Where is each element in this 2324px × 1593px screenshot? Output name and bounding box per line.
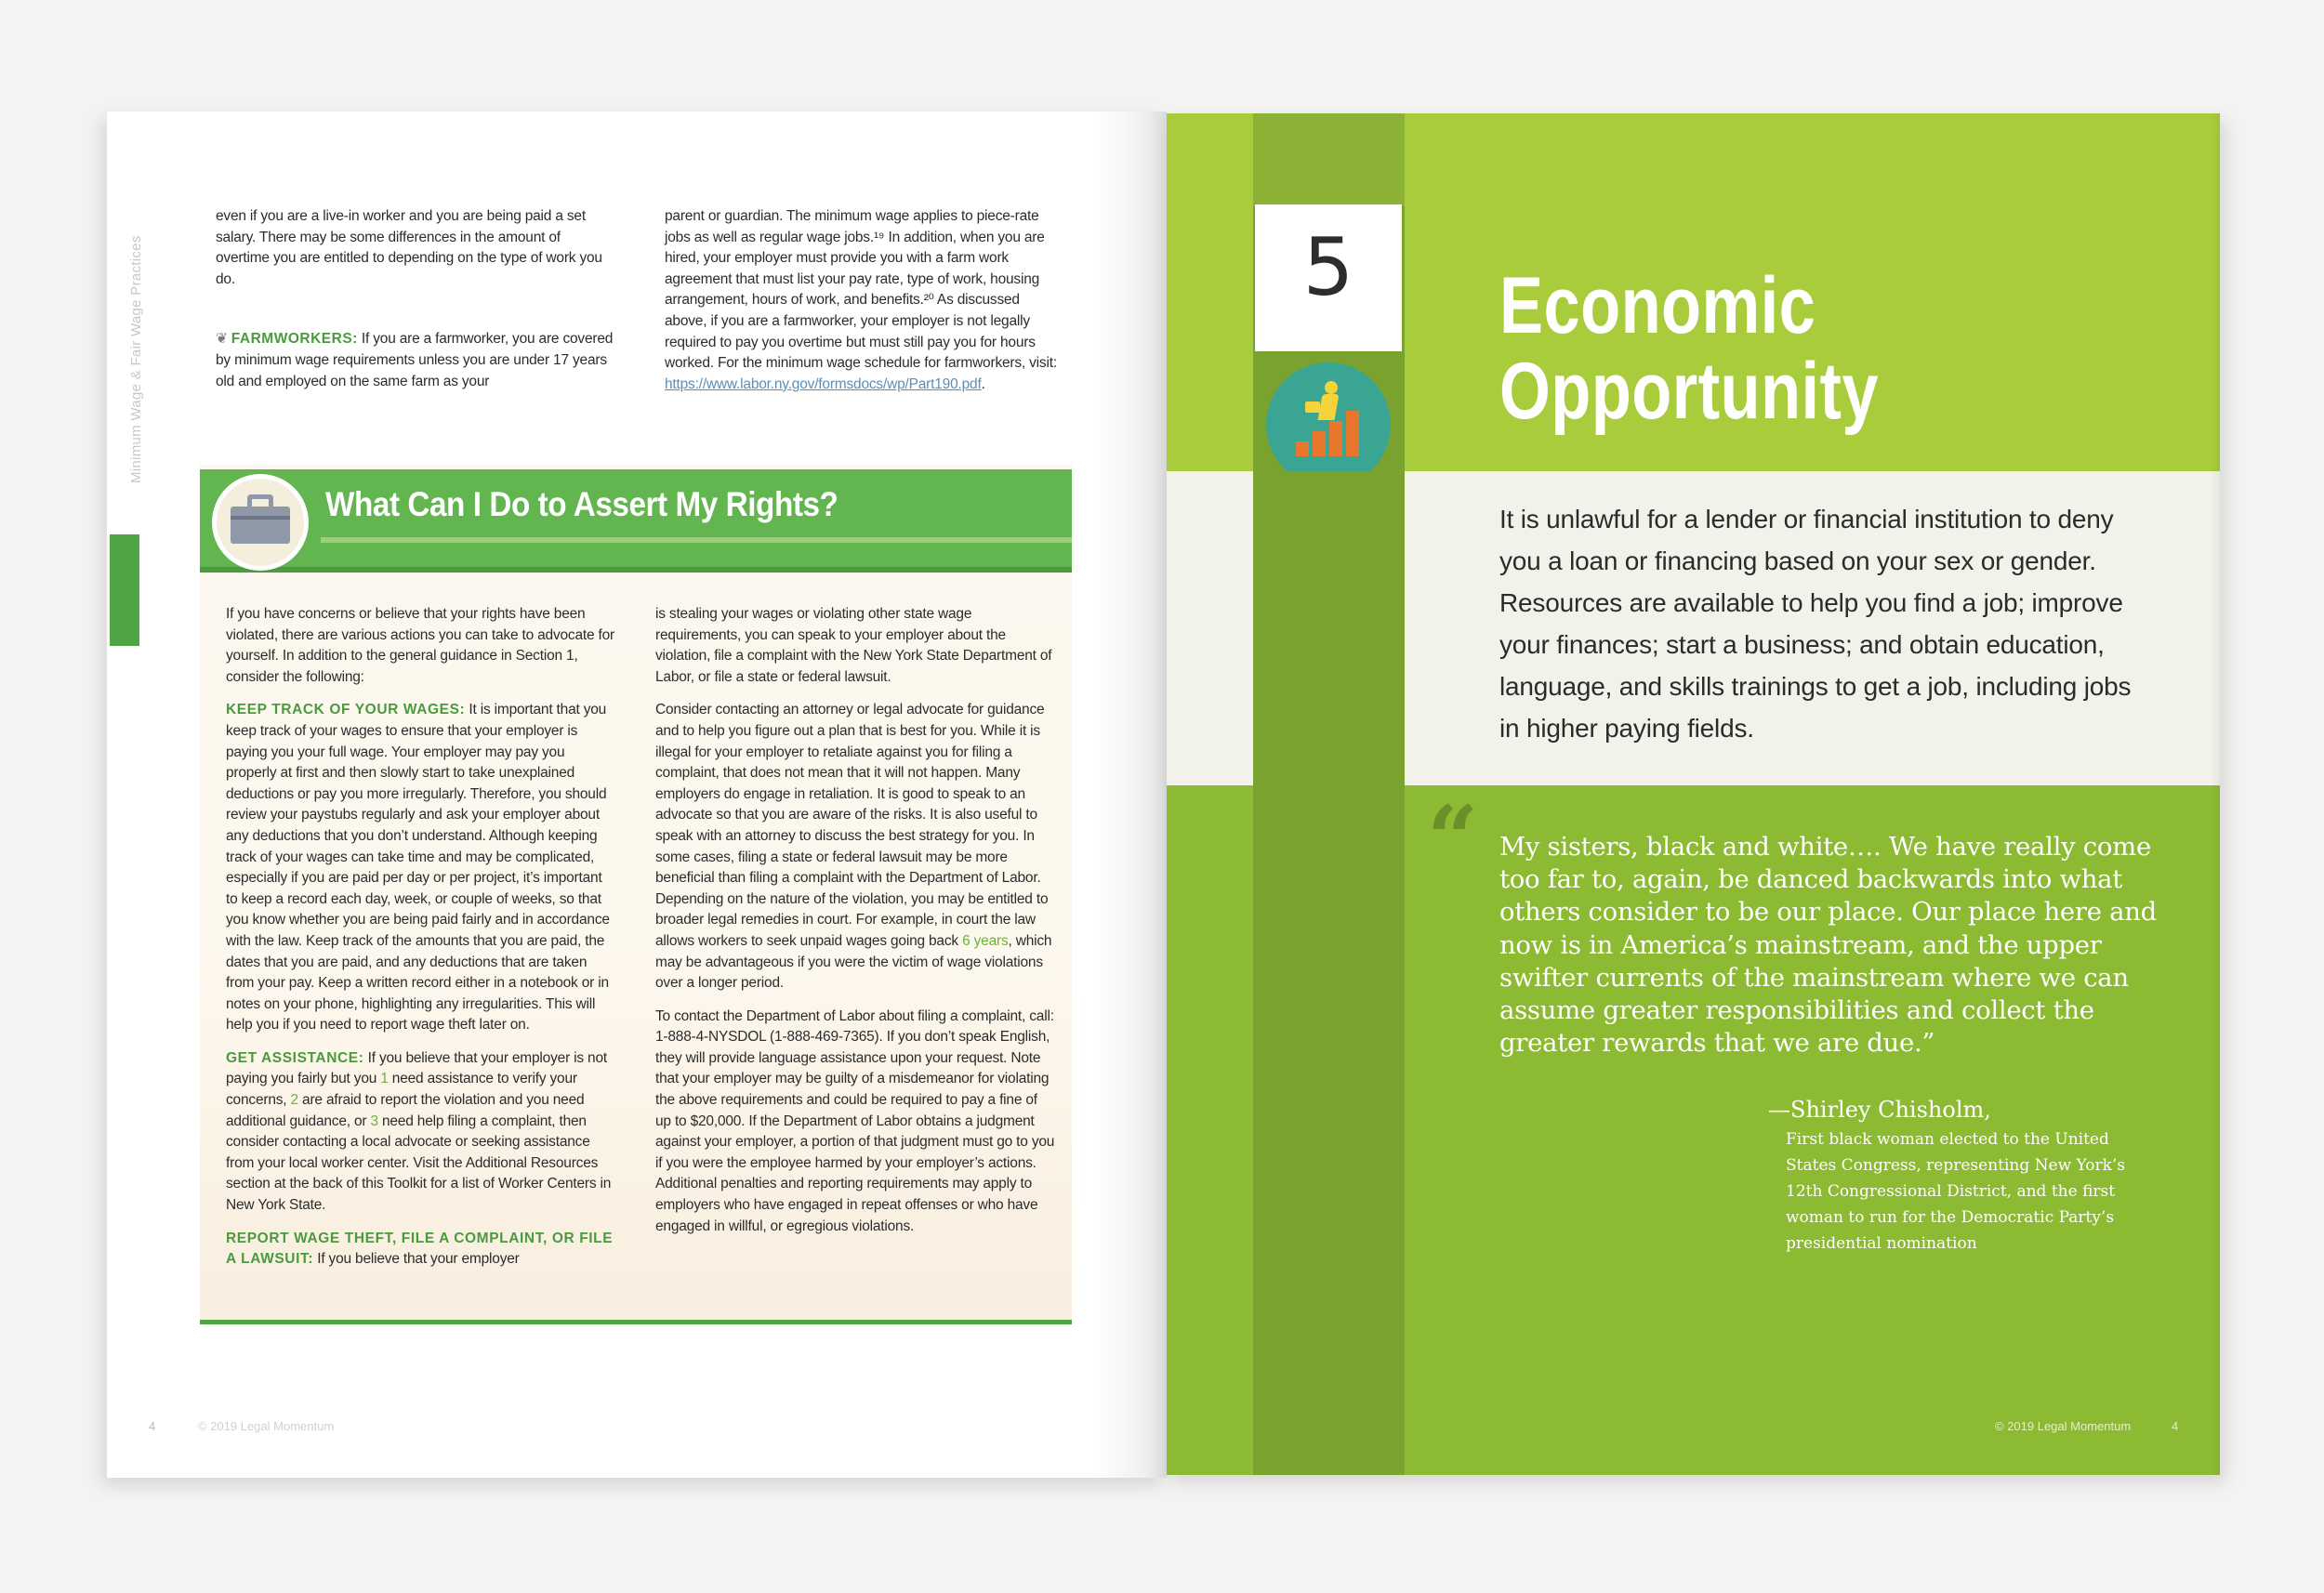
six-years-highlight: 6 years <box>962 932 1009 949</box>
toolbox-icon <box>231 507 290 544</box>
quote-attribution: —Shirley Chisholm, <box>1768 1097 1991 1123</box>
labor-schedule-link[interactable]: https://www.labor.ny.gov/formsdocs/wp/Part190.pdf <box>665 375 982 392</box>
header-underline <box>200 567 1072 573</box>
running-head: Minimum Wage & Fair Wage Practices <box>128 235 144 483</box>
report-lead: REPORT WAGE THEFT, FILE A COMPLAINT, OR FILE A LAWSUIT: <box>226 1230 614 1268</box>
right-page-edge <box>2211 113 2220 1475</box>
assist-text-d: need help filing a complaint, then consider contacting a local advocate or seeking assistance from your local worker center. Visit the Additional Resources section at the back of this Toolkit for a list of Worker Centers in New York State. <box>226 1112 612 1214</box>
get-assistance-lead: GET ASSISTANCE: <box>226 1049 364 1066</box>
quote-mark: “ <box>1427 786 1479 891</box>
rights-intro: If you have concerns or believe that your rights have been violated, there are various actions you can take to advocate for yourself. In addition to the general guidance in Section 1, consider the following: <box>226 606 615 685</box>
intro-band-stripe <box>1253 471 1405 785</box>
gutter-shadow <box>1092 112 1167 1478</box>
attorney-text-b: , which may be advantageous if you were the victim of wage violations over a longer period. <box>655 932 1052 992</box>
attribution-description: First black woman elected to the United States Congress, representing New York’s 12th Congressional District, and the first woman to run for the Democratic Party’s presidential nomination <box>1786 1130 2126 1253</box>
chapter-intro: It is unlawful for a lender or financial institution to deny you a loan or financing based on your sex or gender. Resources are available to help you find a job; improve your finances; start a business; and obtain education, language, and skills trainings to get a job, including jobs in higher paying fields. <box>1499 505 2132 743</box>
chisholm-quote: My sisters, black and white…. We have really come too far to, again, be danced backwards into what others consider to be our place. Our place here and now is in America’s mainstream, and the upper swifter currents of the mainstream where we can assume greater responsibilities and collect the greater rewards that we are due.” <box>1499 832 2157 1059</box>
report-paragraph <box>226 1229 614 1270</box>
assist-text-b: need assistance to verify your concerns, <box>226 1071 577 1109</box>
assist-text-a: If you believe that your employer is not paying you fairly but you <box>226 1049 607 1087</box>
section-tab-marker <box>110 534 139 646</box>
growth-bar-4 <box>1346 411 1359 456</box>
chapter-title-line2: Opportunity <box>1499 347 1879 436</box>
briefcase-icon <box>1305 402 1320 413</box>
assist-num-1: 1 <box>380 1071 389 1087</box>
attorney-text-a: Consider contacting an attorney or legal advocate for guidance and to help you figure out a plan that is best for you. While it is illegal for your employer to retaliate against you for filing a complaint, that does not mean that it will not happen. Many employers do engage in retaliation. It is good to speak to an advocate so that you are aware of the risks. It is also useful to speak with an attorney to discuss the best strategy for you. In some cases, filing a state or federal lawsuit may be more beneficial than filing a complaint with the Department of Labor. Depending on the nature of the violation, you may be entitled to broader legal remedies in court. For example, in court the law allows workers to seek unpaid wages going back <box>655 702 1049 949</box>
left-copyright: © 2019 Legal Momentum <box>198 1419 335 1433</box>
vertical-stripe-top <box>1253 113 1405 206</box>
toolbox-icon-handle <box>247 494 273 507</box>
header-accent-stripe <box>321 537 1072 543</box>
overtime-paragraph: even if you are a live-in worker and you are being paid a set salary. There may be some differences in the amount of overtime you are entitled to depending on the type of work you do. <box>216 208 602 287</box>
right-page-number: 4 <box>2172 1419 2179 1433</box>
report-text: If you believe that your employer <box>313 1251 520 1268</box>
link-period: . <box>981 375 985 392</box>
growth-bar-1 <box>1296 441 1309 456</box>
chapter-number: 5 <box>1302 221 1354 314</box>
toolbox-icon-lid <box>231 516 290 520</box>
keep-track-paragraph <box>226 700 614 1036</box>
stealing-wages-paragraph: is stealing your wages or violating other state wage requirements, you can speak to your employer about the violation, file a complaint with the New York State Department of Labor, or file a state or federal lawsuit. <box>655 606 1052 685</box>
rights-right-column <box>655 604 1055 1249</box>
assert-rights-title: What Can I Do to Assert My Rights? <box>325 485 838 523</box>
farmworkers-paragraph <box>216 329 615 392</box>
chapter-title <box>1499 263 2033 434</box>
left-page-number: 4 <box>149 1419 156 1433</box>
attorney-paragraph <box>655 700 1055 994</box>
rights-left-column <box>226 604 614 1283</box>
assist-num-2: 2 <box>290 1092 298 1109</box>
farmworkers-lead: FARMWORKERS: <box>231 331 358 348</box>
farmworkers-text: If you are a farmworker, you are covered by minimum wage requirements unless you are under 17 years old and employed on the same farm as your <box>216 331 614 389</box>
assist-num-3: 3 <box>370 1112 378 1129</box>
chapter-title-line1: Economic <box>1499 261 1816 350</box>
plant-icon: ❦ <box>216 331 228 348</box>
assist-text-c: are afraid to report the violation and you need additional guidance, or <box>226 1092 585 1129</box>
top-left-column <box>216 206 615 392</box>
growth-bar-3 <box>1329 421 1342 456</box>
top-right-column <box>665 206 1064 395</box>
get-assistance-paragraph <box>226 1048 614 1217</box>
growth-bar-2 <box>1313 431 1326 456</box>
keep-track-text: It is important that you keep track of your wages to ensure that your employer is paying you your full wage. Your employer may pay you properly at first and then slowly start to take unexplained deductions or pay you more irregularly. Therefore, you should review your paystubs regularly and ask your employer about any deductions that you don’t understand. Although keeping track of your wages can take time and may be complicated, especially if you are paid per day or per project, it’s important to keep a record each day, week, or couple of weeks, so that you know whether you are being paid fairly and in accordance with the law. Keep track of the amounts that you are paid, the dates that you are paid, and any deductions that are taken from your pay. Keep a written record either in a notebook or in notes on your phone, highlighting any irregularities. This will help you if you need to report wage theft later on. <box>226 702 610 1033</box>
right-copyright: © 2019 Legal Momentum <box>1995 1419 2132 1433</box>
keep-track-lead: KEEP TRACK OF YOUR WAGES: <box>226 702 466 718</box>
contact-dol-paragraph: To contact the Department of Labor about filing a complaint, call: 1-888-4-NYSDOL (1-888-469-7365). If you don’t speak English, they will provide language assistance upon your request. Note that your employer may be guilty of a misdemeanor for violating the above requirements and could be required to pay a fine of up to $20,000. If the Department of Labor obtains a judgment against your employer, a portion of that judgment must go to you if you were the employee harmed by your employer’s actions. Additional penalties and reporting requirements may apply to employers who have engaged in repeat offenses or who have engaged in willful, or egregious violations. <box>655 1007 1055 1234</box>
climbing-figure-head <box>1325 381 1338 394</box>
farmworkers-continued-text: parent or guardian. The minimum wage applies to piece-rate jobs as well as regular wage jobs.¹⁹ In addition, when you are hired, your employer must provide you with a farm work agreement that must list your pay rate, type of work, housing arrangement, hours of work, and benefits.²⁰ As discussed above, if you are a farmworker, your employer is not legally required to pay you overtime but must still pay you for hours worked. For the minimum wage schedule for farmworkers, visit: <box>665 208 1057 372</box>
